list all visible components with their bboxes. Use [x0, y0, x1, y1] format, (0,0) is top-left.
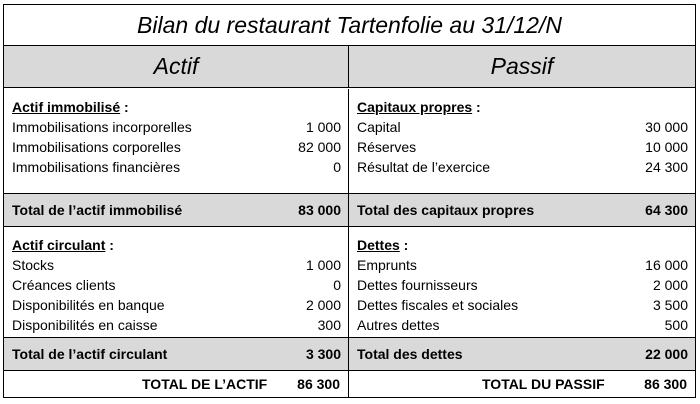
row-value: 30 000: [645, 119, 688, 135]
row-value: 24 300: [645, 159, 688, 175]
row-value: 10 000: [645, 139, 688, 155]
section-title: [357, 97, 688, 117]
table-row: [12, 295, 341, 315]
section-title-suffix: :: [120, 99, 129, 115]
total-value: 22 000: [645, 346, 688, 362]
total-value: 64 300: [645, 202, 688, 218]
grand-total-value: 86 300: [297, 376, 340, 392]
row-value: 2 000: [652, 277, 688, 293]
section-title-label: Actif circulant: [12, 237, 106, 253]
row-value: 0: [333, 159, 341, 175]
table-row: [357, 295, 688, 315]
section-title: [357, 235, 688, 255]
section-title-suffix: :: [399, 237, 409, 253]
actif-immobilise-section: [4, 89, 349, 193]
dettes-section: [349, 227, 695, 337]
table-row: [357, 275, 688, 295]
table-row: [357, 137, 688, 157]
actif-heading: Actif: [4, 46, 349, 88]
row-label: Immobilisations financières: [12, 159, 181, 175]
section-title-suffix: :: [105, 237, 114, 253]
row-label: Disponibilités en banque: [12, 297, 165, 313]
section-title-label: Dettes: [357, 237, 400, 253]
row-label: Immobilisations incorporelles: [12, 119, 192, 135]
passif-heading: Passif: [349, 46, 695, 88]
row-label: Dettes fiscales et sociales: [357, 297, 519, 313]
row-value: 3 500: [652, 297, 688, 313]
row-label: Emprunts: [357, 257, 417, 273]
row-label: Immobilisations corporelles: [12, 139, 181, 155]
table-row: [357, 315, 688, 335]
table-title: Bilan du restaurant Tartenfolie au 31/12/N: [4, 5, 695, 46]
row-value: 16 000: [645, 257, 688, 273]
row-label: Créances clients: [12, 277, 116, 293]
total-label: Total des dettes: [357, 346, 463, 362]
row-label: Stocks: [12, 257, 55, 273]
total-passif-row: [349, 371, 695, 397]
section-title: [12, 235, 341, 255]
total-label: Total des capitaux propres: [357, 202, 535, 218]
total-label: Total de l’actif immobilisé: [12, 202, 183, 218]
table-row: [12, 275, 341, 295]
table-row: [357, 255, 688, 275]
row-value: 500: [664, 317, 688, 333]
row-label: Capital: [357, 119, 401, 135]
row-value: 0: [333, 277, 341, 293]
total-actif-circulant-row: [4, 337, 349, 371]
total-actif-immobilise-row: [4, 193, 349, 227]
grand-total-label: TOTAL DE L’ACTIF: [142, 376, 268, 392]
row-value: 2 000: [305, 297, 341, 313]
row-value: 300: [317, 317, 341, 333]
row-label: Dettes fournisseurs: [357, 277, 478, 293]
table-row: [12, 157, 341, 177]
table-row: [12, 315, 341, 335]
row-label: Disponibilités en caisse: [12, 317, 158, 333]
table-row: [12, 117, 341, 137]
section-title-label: Capitaux propres: [357, 99, 473, 115]
grand-total-value: 86 300: [644, 376, 687, 392]
row-label: Autres dettes: [357, 317, 440, 333]
total-capitaux-propres-row: [349, 193, 695, 227]
grand-total-label: TOTAL DU PASSIF: [482, 376, 605, 392]
section-title-suffix: :: [472, 99, 481, 115]
balance-sheet-table: [3, 4, 696, 398]
section-title-label: Actif immobilisé: [12, 99, 121, 115]
row-value: 1 000: [305, 257, 341, 273]
total-dettes-row: [349, 337, 695, 371]
capitaux-propres-section: [349, 89, 695, 193]
total-value: 3 300: [305, 346, 341, 362]
actif-circulant-section: [4, 227, 349, 337]
table-row: [12, 137, 341, 157]
table-row: [357, 157, 688, 177]
total-actif-row: [4, 371, 349, 397]
row-value: 82 000: [298, 139, 341, 155]
section-title: [12, 97, 341, 117]
row-label: Résultat de l’exercice: [357, 159, 491, 175]
row-label: Réserves: [357, 139, 417, 155]
table-row: [12, 255, 341, 275]
total-value: 83 000: [298, 202, 341, 218]
total-label: Total de l’actif circulant: [12, 346, 168, 362]
table-row: [357, 117, 688, 137]
row-value: 1 000: [305, 119, 341, 135]
